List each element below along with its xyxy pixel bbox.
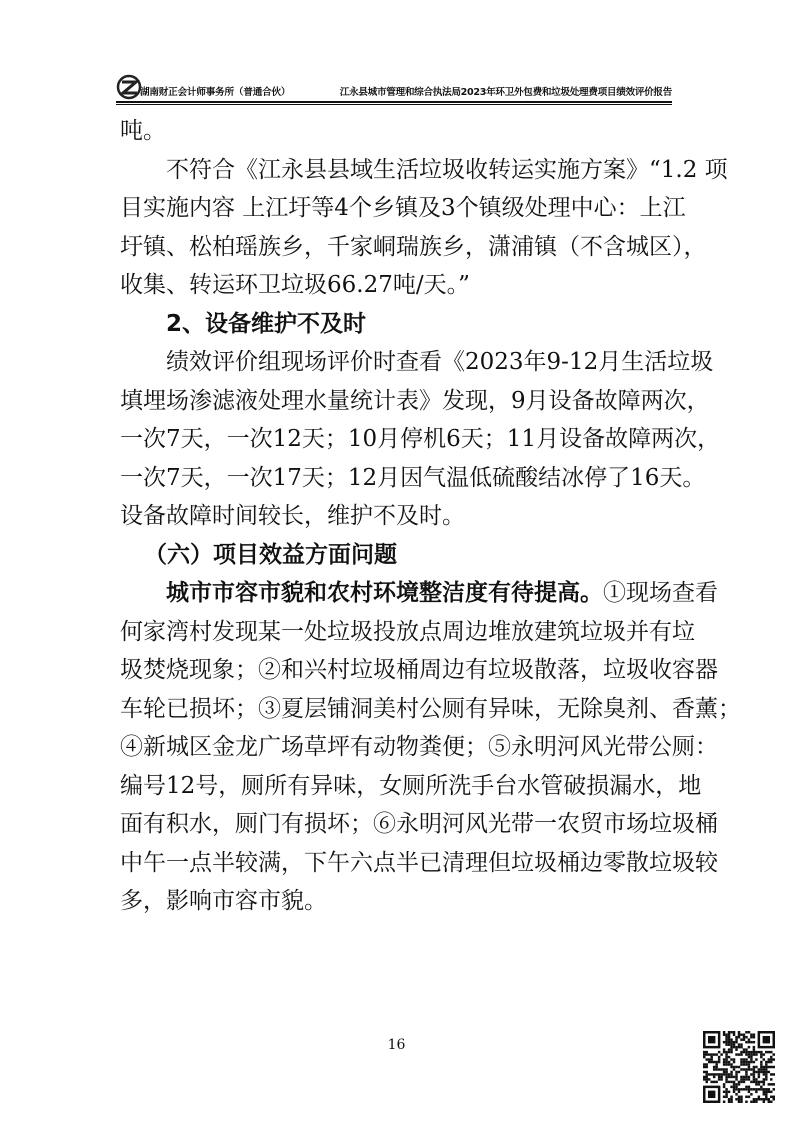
body-line: 绩效评价组现场评价时查看《2023年9-12月生活垃圾 bbox=[166, 349, 714, 375]
page-number: 16 bbox=[387, 1037, 406, 1053]
header-rule-thin bbox=[116, 104, 672, 105]
body-line: 目实施内容 上江圩等4个乡镇及3个镇级处理中心：上江 bbox=[120, 195, 686, 221]
body-line: 填埋场渗滤液处理水量统计表》发现，9月设备故障两次， bbox=[120, 387, 710, 414]
body-line: 圾焚烧现象；②和兴村垃圾桶周边有垃圾散落，垃圾收容器 bbox=[120, 657, 718, 683]
firm-logo-icon bbox=[116, 74, 142, 100]
body-line: 何家湾村发现某一处垃圾投放点周边堆放建筑垃圾并有垃 bbox=[120, 618, 695, 645]
page-header bbox=[116, 72, 672, 104]
header-rule bbox=[116, 101, 672, 103]
body-line: 车轮已损坏；③夏层铺洞美村公厕有异味，无除臭剂、香薰； bbox=[120, 695, 741, 722]
document-body bbox=[120, 112, 741, 921]
body-line: 多，影响市容市貌。 bbox=[120, 888, 327, 914]
body-line: 不符合《江永县县域生活垃圾收转运实施方案》“1.2 项 bbox=[166, 156, 728, 183]
body-line: 吨。 bbox=[120, 118, 166, 144]
body-line: 面有积水，厕门有损坏；⑥永明河风光带一农贸市场垃圾桶 bbox=[120, 811, 718, 837]
body-line: 一次7天，一次17天；12月因气温低硫酸结冰停了16天。 bbox=[120, 464, 706, 491]
section-heading: 2、设备维护不及时 bbox=[166, 310, 367, 337]
body-text: ①现场查看 bbox=[603, 580, 718, 606]
body-line: 设备故障时间较长，维护不及时。 bbox=[120, 503, 465, 529]
section-heading: （六）项目效益方面问题 bbox=[144, 541, 397, 568]
report-title: 江永县城市管理和综合执法局2023年环卫外包费和垃圾处理费项目绩效评价报告 bbox=[339, 87, 672, 98]
lead-sentence: 城市市容市貌和农村环境整洁度有待提高。 bbox=[166, 580, 603, 606]
qr-code-icon bbox=[703, 1031, 775, 1103]
body-line: 圩镇、松柏瑶族乡，千家峒瑞族乡，潇浦镇（不含城区）， bbox=[120, 233, 707, 260]
body-line bbox=[120, 574, 718, 613]
body-line: ④新城区金龙广场草坪有动物粪便；⑤永明河风光带公厕： bbox=[120, 734, 718, 760]
body-line: 编号12号，厕所有异味，女厕所洗手台水管破损漏水，地 bbox=[120, 772, 702, 799]
body-line: 中午一点半较满，下午六点半已清理但垃圾桶边零散垃圾较 bbox=[120, 849, 718, 876]
body-line: 一次7天，一次12天；10月停机6天；11月设备故障两次， bbox=[120, 426, 721, 452]
firm-name: 湖南财正会计师事务所（普通合伙） bbox=[140, 87, 291, 98]
body-line: 收集、转运环卫垃圾66.27吨/天。” bbox=[120, 272, 470, 298]
